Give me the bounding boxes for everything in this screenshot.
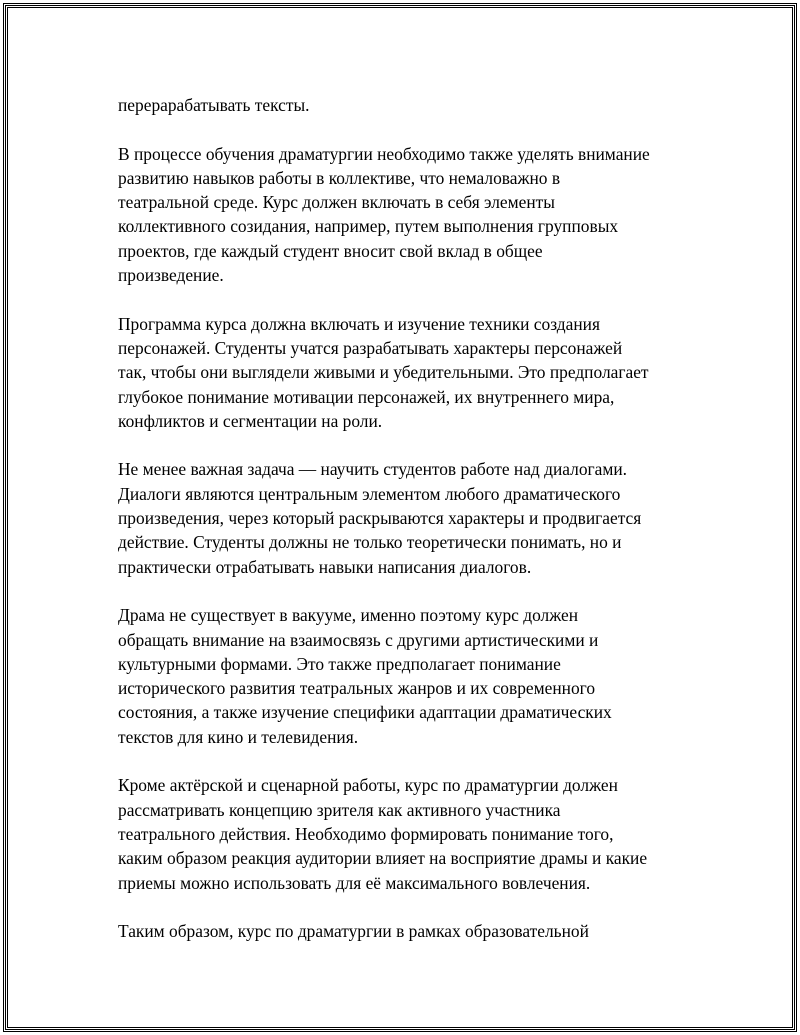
paragraph [118,457,718,578]
paragraph [118,773,718,894]
text-line: практически отрабатывать навыки написания диалогов. [118,556,532,577]
text-line: театральной среде. Курс должен включать в себя элементы [118,192,555,213]
document-body [118,93,718,943]
text-line: так, чтобы они выглядели живыми и убедительными. Это предполагает [118,362,649,383]
text-line: перерарабатывать тексты. [118,95,310,115]
text-line: произведения, через который раскрываются характеры и продвигается [118,508,642,529]
paragraph [118,312,718,433]
paragraph [118,919,718,943]
text-line: приемы можно использовать для её максимального вовлечения. [118,872,591,893]
text-line: Драма не существует в вакууме, именно поэтому курс должен [118,605,579,626]
text-line: коллективного созидания, например, путем выполнения групповых [118,216,619,237]
paragraph [118,142,718,288]
text-line: конфликтов и сегментации на роли. [118,410,383,431]
text-line: театрального действия. Необходимо формировать понимание того, [118,823,614,844]
text-line: текстов для кино и телевидения. [118,726,359,747]
text-line: глубокое понимание мотивации персонажей, их внутреннего мира, [118,386,615,407]
text-line: Не менее важная задача — научить студентов работе над диалогами. [118,459,628,480]
text-line: В процессе обучения драматургии необходимо также уделять внимание [118,143,650,164]
paragraph [118,603,718,749]
text-line: рассматривать концепцию зрителя как активного участника [118,799,561,820]
text-line: действие. Студенты должны не только теоретически понимать, но и [118,532,622,553]
text-line: каким образом реакция аудитории влияет на восприятие драмы и какие [118,848,648,869]
paragraph [118,93,718,117]
text-line: обращать внимание на взаимосвязь с другими артистическими и [118,629,599,650]
text-line: исторического развития театральных жанров и их современного [118,678,596,699]
text-line: Кроме актёрской и сценарной работы, курс по драматургии должен [118,775,618,796]
text-line: Программа курса должна включать и изучение техники создания [118,313,600,334]
text-line: Таким образом, курс по драматургии в рамках образовательной [118,921,589,942]
text-line: проектов, где каждый студент вносит свой вклад в общее [118,240,543,261]
text-line: развитию навыков работы в коллективе, что немаловажно в [118,167,561,188]
text-line: состояния, а также изучение специфики адаптации драматических [118,702,612,723]
text-line: культурными формами. Это также предполагает понимание [118,653,561,674]
text-line: Диалоги являются центральным элементом любого драматического [118,483,621,504]
text-line: произведение. [118,265,224,286]
text-line: персонажей. Студенты учатся разрабатывать характеры персонажей [118,337,623,358]
